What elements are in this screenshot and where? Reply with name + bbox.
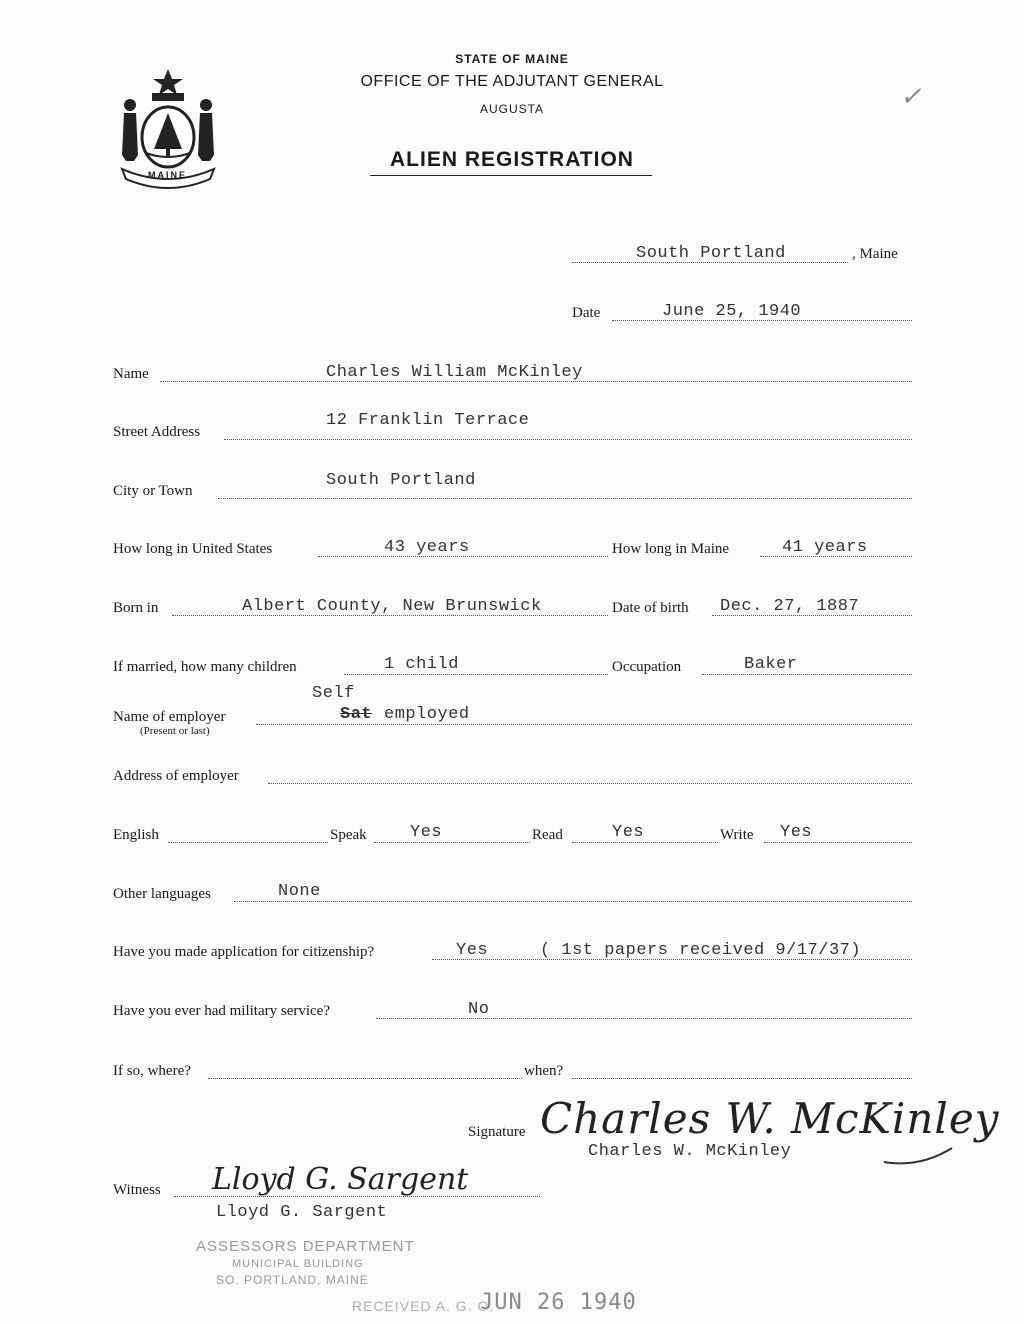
witness-label: Witness (113, 1182, 161, 1198)
stamp-address: SO. PORTLAND, MAINE (216, 1273, 369, 1287)
write-label: Write (720, 827, 754, 843)
employer-correction: Self (312, 684, 355, 703)
city-town-label: City or Town (113, 483, 193, 499)
when-label: when? (524, 1063, 564, 1079)
where-label: If so, where? (113, 1063, 191, 1079)
employer-address-dots (268, 783, 912, 784)
stamp-received-date: JUN 26 1940 (480, 1290, 637, 1315)
employer-value: employed (384, 705, 470, 724)
other-languages-dots (234, 901, 912, 902)
english-label: English (113, 827, 159, 843)
title-underline (370, 175, 652, 176)
check-mark-icon: ✓ (900, 82, 922, 112)
children-dots (344, 674, 608, 675)
header-city: AUGUSTA (479, 102, 545, 116)
military-label: Have you ever had military service? (113, 1003, 330, 1019)
street-dots (224, 439, 912, 440)
citizenship-note: ( 1st papers received 9/17/37) (540, 941, 862, 960)
employer-address-label: Address of employer (113, 768, 239, 784)
employer-label: Name of employer (113, 709, 226, 725)
children-value: 1 child (384, 655, 459, 674)
street-label: Street Address (113, 424, 201, 440)
seal-banner-text: MAINE (148, 170, 187, 180)
us-years-value: 43 years (384, 538, 470, 557)
city-town-value: South Portland (326, 471, 476, 490)
born-label: Born in (113, 600, 159, 616)
state-seal (112, 65, 224, 190)
date-label: Date (572, 305, 601, 321)
where-dots (208, 1078, 522, 1079)
header-office: OFFICE OF THE ADJUTANT GENERAL (360, 73, 664, 90)
write-dots (764, 842, 912, 843)
maine-years-label: How long in Maine (612, 541, 730, 557)
employer-struck: Sat (340, 705, 373, 724)
speak-value: Yes (410, 823, 443, 842)
form-title: ALIEN REGISTRATION (390, 148, 634, 171)
read-label: Read (532, 827, 563, 843)
citizenship-label: Have you made application for citizenship? (113, 944, 375, 960)
occupation-value: Baker (744, 655, 798, 674)
signature-handwritten: Charles W. McKinley (540, 1094, 1000, 1143)
other-languages-value: None (278, 882, 321, 901)
stamp-received: RECEIVED A. G. O. (352, 1298, 495, 1314)
employer-sublabel: (Present or last) (140, 725, 210, 737)
when-dots (572, 1078, 912, 1079)
us-years-label: How long in United States (113, 541, 273, 557)
date-value: June 25, 1940 (662, 302, 802, 321)
name-value: Charles William McKinley (326, 363, 583, 382)
write-value: Yes (780, 823, 813, 842)
city-town-dots (218, 498, 912, 499)
employer-dots (256, 724, 912, 725)
other-languages-label: Other languages (113, 886, 211, 902)
military-value: No (468, 1000, 490, 1019)
header-state: STATE OF MAINE (455, 52, 569, 66)
born-value: Albert County, New Brunswick (242, 597, 542, 616)
signature-typed: Charles W. McKinley (588, 1142, 792, 1161)
street-value: 12 Franklin Terrace (326, 411, 530, 430)
read-value: Yes (612, 823, 645, 842)
speak-dots (374, 842, 530, 843)
occupation-label: Occupation (612, 659, 682, 675)
witness-handwritten: Lloyd G. Sargent (212, 1162, 469, 1197)
stamp-building: MUNICIPAL BUILDING (232, 1258, 364, 1270)
children-label: If married, how many children (113, 659, 297, 675)
maine-years-value: 41 years (782, 538, 868, 557)
military-dots (376, 1018, 912, 1019)
location-city: South Portland (636, 244, 786, 263)
signature-label: Signature (468, 1124, 526, 1140)
occupation-dots (702, 674, 912, 675)
dob-label: Date of birth (612, 600, 689, 616)
stamp-department: ASSESSORS DEPARTMENT (196, 1238, 415, 1255)
name-label: Name (113, 366, 149, 382)
witness-typed: Lloyd G. Sargent (216, 1203, 388, 1222)
citizenship-value: Yes (456, 941, 489, 960)
signature-flourish-icon (880, 1140, 960, 1170)
speak-label: Speak (330, 827, 367, 843)
location-state-label: , Maine (852, 246, 898, 262)
dob-value: Dec. 27, 1887 (720, 597, 860, 616)
read-dots (572, 842, 718, 843)
english-dots (168, 842, 328, 843)
